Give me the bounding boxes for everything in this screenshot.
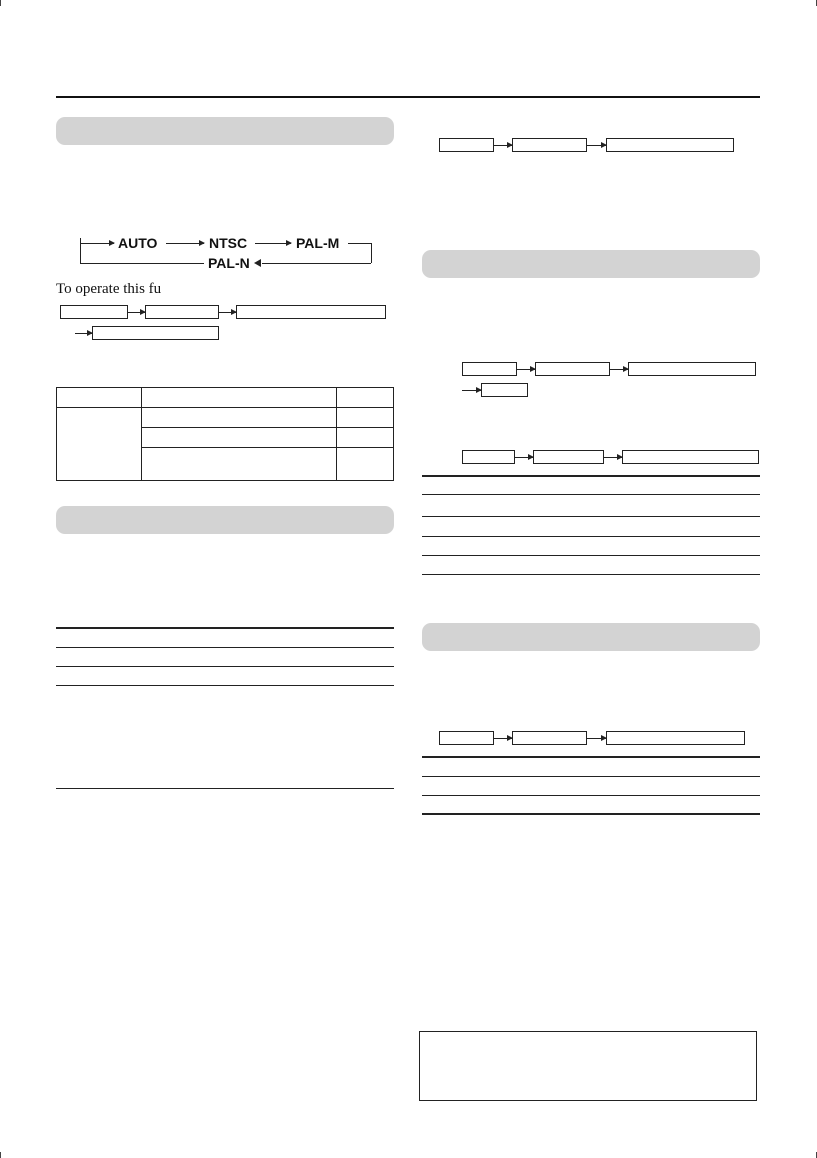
table-cell (142, 448, 337, 481)
menu-arrow-3 (75, 333, 92, 334)
table-cell (57, 388, 142, 408)
menu-box-1 (439, 138, 494, 152)
list-rule (422, 555, 760, 556)
section-header-bar-4 (422, 623, 760, 651)
menu-box-3 (628, 362, 756, 376)
cycle-loop-bottom-left-line (80, 263, 204, 264)
list-rule (422, 516, 760, 517)
table-cell (337, 388, 394, 408)
table-cell (142, 388, 337, 408)
cycle-return-arrowhead-icon (254, 259, 261, 267)
page-header-rule (56, 96, 760, 98)
settings-table (56, 387, 394, 481)
menu-arrow-2 (587, 738, 606, 739)
menu-arrow-1 (128, 312, 145, 313)
note-box (419, 1031, 757, 1101)
crop-mark (0, 0, 1, 6)
menu-arrow-2 (587, 145, 606, 146)
cycle-item-pal-m: PAL-M (296, 235, 340, 251)
cycle-loop-top-right-line (348, 243, 371, 244)
menu-arrow-2 (219, 312, 236, 313)
cycle-arrow-auto-ntsc (166, 243, 204, 244)
menu-box-2 (512, 138, 587, 152)
table-cell (337, 428, 394, 448)
section-header-bar-2 (56, 506, 394, 534)
section-header-bar-3 (422, 250, 760, 278)
list-rule (56, 788, 394, 789)
cycle-loop-left-line (80, 238, 81, 263)
cycle-item-pal-n: PAL-N (208, 255, 250, 271)
menu-arrow-2 (610, 369, 628, 370)
menu-box-4 (92, 326, 219, 340)
menu-box-3 (236, 305, 386, 319)
list-rule (56, 647, 394, 648)
list-rule (422, 494, 760, 495)
instruction-text: To operate this fu (56, 281, 162, 297)
list-rule (422, 813, 760, 815)
menu-arrow-1 (517, 369, 535, 370)
menu-box-3 (622, 450, 759, 464)
section-header-bar-color-system (56, 117, 394, 145)
cycle-arrow-start (80, 243, 114, 244)
cycle-item-ntsc: NTSC (209, 235, 248, 251)
list-rule (422, 776, 760, 777)
menu-arrow-1 (494, 738, 512, 739)
cycle-arrow-ntsc-palm (255, 243, 291, 244)
menu-box-4 (481, 383, 528, 397)
menu-box-2 (533, 450, 604, 464)
menu-box-1 (439, 731, 494, 745)
table-cell (142, 408, 337, 428)
list-rule (422, 756, 760, 758)
menu-box-1 (462, 362, 517, 376)
cycle-loop-bottom-right-line (262, 263, 371, 264)
list-rule (422, 475, 760, 477)
list-rule (422, 536, 760, 537)
menu-box-3 (606, 731, 745, 745)
menu-box-2 (512, 731, 587, 745)
table-cell (142, 428, 337, 448)
table-cell (337, 448, 394, 481)
menu-arrow-1 (515, 457, 533, 458)
list-rule (422, 574, 760, 575)
cycle-item-auto: AUTO (118, 235, 158, 251)
menu-box-1 (60, 305, 128, 319)
crop-mark (0, 1152, 1, 1158)
menu-box-3 (606, 138, 734, 152)
table-cell (57, 408, 142, 481)
list-rule (56, 685, 394, 686)
menu-arrow-3 (462, 390, 481, 391)
list-rule (56, 627, 394, 629)
list-rule (422, 795, 760, 796)
menu-box-2 (145, 305, 219, 319)
table-cell (337, 408, 394, 428)
menu-box-1 (462, 450, 515, 464)
menu-arrow-1 (494, 145, 512, 146)
menu-arrow-2 (604, 457, 622, 458)
cycle-loop-right-line (371, 243, 372, 263)
menu-box-2 (535, 362, 610, 376)
list-rule (56, 666, 394, 667)
